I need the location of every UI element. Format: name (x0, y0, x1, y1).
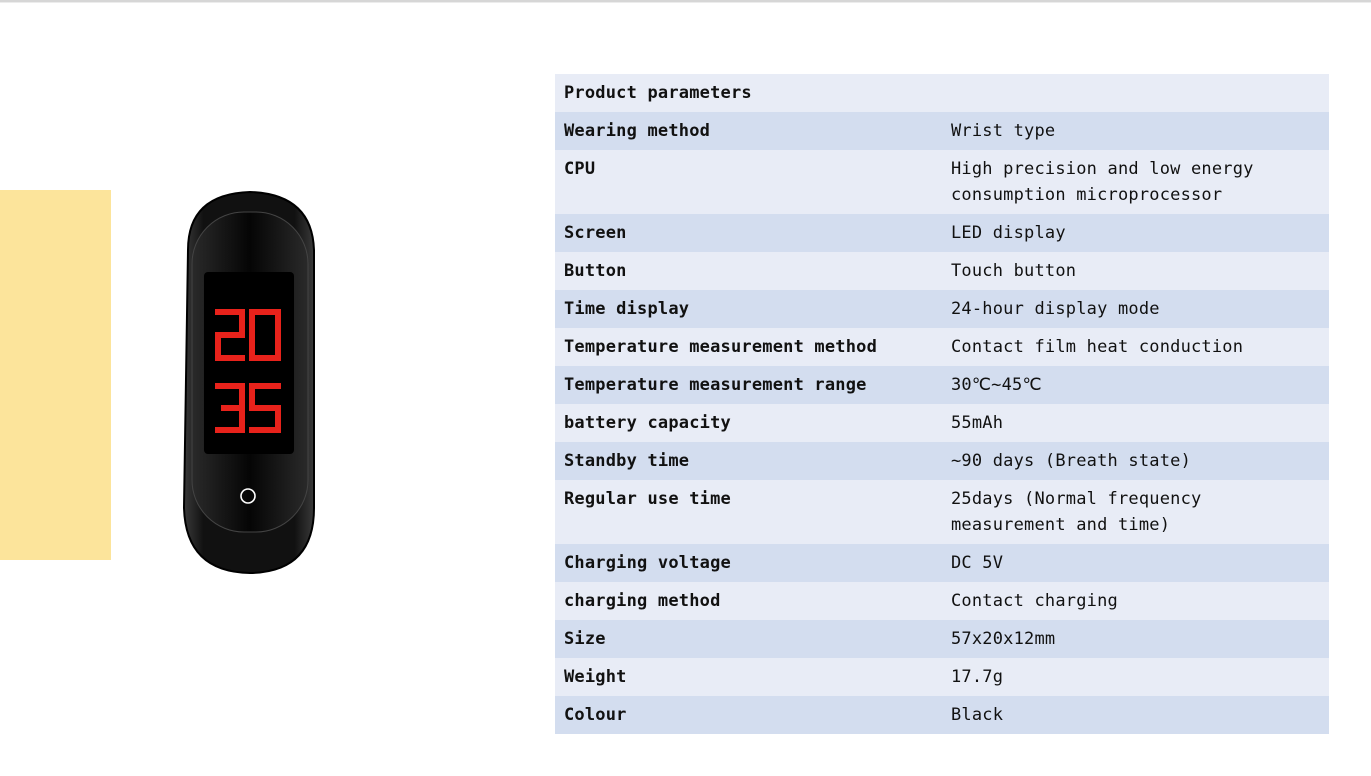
param-value: Black (942, 696, 1329, 734)
param-name: Time display (555, 290, 942, 328)
table-row (555, 214, 1329, 252)
table-row (555, 620, 1329, 658)
param-name: Charging voltage (555, 544, 942, 582)
table-row (555, 404, 1329, 442)
param-value: Contact charging (942, 582, 1329, 620)
param-name: CPU (555, 150, 942, 214)
table-row (555, 442, 1329, 480)
param-value: Touch button (942, 252, 1329, 290)
param-name: Weight (555, 658, 942, 696)
param-value: DC 5V (942, 544, 1329, 582)
param-name: Wearing method (555, 112, 942, 150)
param-name: Colour (555, 696, 942, 734)
param-value: Contact film heat conduction (942, 328, 1329, 366)
param-value: High precision and low energy consumption microprocessor (942, 150, 1329, 214)
param-value: 17.7g (942, 658, 1329, 696)
table-row (555, 150, 1329, 214)
smart-band-image (180, 190, 320, 579)
param-value: 57x20x12mm (942, 620, 1329, 658)
param-name: Temperature measurement range (555, 366, 942, 404)
table-row (555, 658, 1329, 696)
param-value: 30℃~45℃ (942, 366, 1329, 404)
table-header-row (555, 74, 1329, 112)
table-row (555, 112, 1329, 150)
param-name: Standby time (555, 442, 942, 480)
param-name: Regular use time (555, 480, 942, 544)
param-value: 24-hour display mode (942, 290, 1329, 328)
table-row (555, 328, 1329, 366)
param-name: Size (555, 620, 942, 658)
param-name: battery capacity (555, 404, 942, 442)
table-row (555, 290, 1329, 328)
param-name: Screen (555, 214, 942, 252)
table-row (555, 480, 1329, 544)
table-row (555, 696, 1329, 734)
param-value: ~90 days (Breath state) (942, 442, 1329, 480)
product-parameters-table (555, 74, 1329, 734)
param-name: Button (555, 252, 942, 290)
param-name: Temperature measurement method (555, 328, 942, 366)
param-value: Wrist type (942, 112, 1329, 150)
table-row (555, 366, 1329, 404)
table-row (555, 252, 1329, 290)
top-border-shadow (0, 2, 1371, 3)
table-row (555, 582, 1329, 620)
param-value: LED display (942, 214, 1329, 252)
table-row (555, 544, 1329, 582)
param-name: charging method (555, 582, 942, 620)
param-value: 55mAh (942, 404, 1329, 442)
param-value: 25days (Normal frequency measurement and time) (942, 480, 1329, 544)
table-header: Product parameters (555, 74, 1329, 112)
accent-panel (0, 190, 111, 560)
